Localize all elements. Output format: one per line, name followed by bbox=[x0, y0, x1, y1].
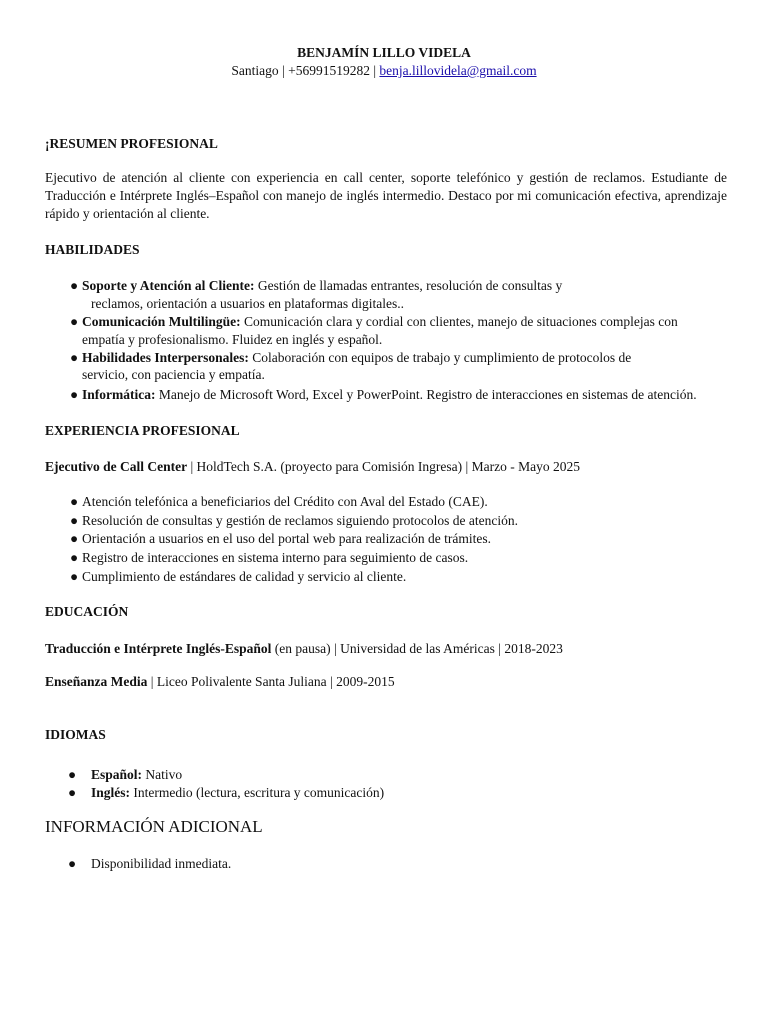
job-bullet bbox=[70, 530, 491, 548]
language-level: Nativo bbox=[142, 767, 183, 782]
skill-text-continued: servicio, con paciencia y empatía. bbox=[82, 367, 265, 382]
skill-text: Comunicación clara y cordial con clientes, manejo de situaciones complejas con bbox=[240, 314, 678, 329]
summary-text: Ejecutivo de atención al cliente con experiencia en call center, soporte telefónico y gestión de reclamos. Estudiante de Traducción e Intérprete Inglés–Español con manejo de inglés intermedio. Destaco por mi comunicación efectiva, aprendizaje rápido y orientación al cliente. bbox=[45, 170, 727, 221]
additional-info-item: Disponibilidad inmediata. bbox=[91, 856, 232, 871]
skill-text-continued: empatía y profesionalismo. Fluidez en inglés y español. bbox=[82, 332, 383, 347]
job-bullet bbox=[70, 493, 488, 511]
skill-text: Manejo de Microsoft Word, Excel y PowerPoint. Registro de interacciones en sistemas de atención. bbox=[155, 387, 697, 402]
job-bullet-text: Cumplimiento de estándares de calidad y servicio al cliente. bbox=[82, 569, 407, 584]
bullet-icon: ● bbox=[70, 387, 79, 402]
bullet-icon: ● bbox=[68, 767, 77, 782]
bullet-icon: ● bbox=[70, 494, 79, 509]
contact-line bbox=[0, 62, 768, 80]
skill-item bbox=[70, 386, 697, 404]
language-label: Español: bbox=[91, 767, 143, 782]
candidate-name: BENJAMÍN LILLO VIDELA bbox=[297, 45, 471, 60]
job-bullet-text: Atención telefónica a beneficiarios del Crédito con Aval del Estado (CAE). bbox=[82, 494, 488, 509]
skill-item bbox=[70, 313, 678, 331]
language-label: Inglés: bbox=[91, 785, 131, 800]
education-entry bbox=[45, 640, 563, 658]
job-bullet-text: Resolución de consultas y gestión de reclamos siguiendo protocolos de atención. bbox=[82, 513, 519, 528]
education-degree: Traducción e Intérprete Inglés-Español bbox=[45, 641, 272, 656]
skills-heading: HABILIDADES bbox=[45, 242, 140, 257]
additional-info-heading: INFORMACIÓN ADICIONAL bbox=[45, 817, 263, 836]
education-entry bbox=[45, 673, 395, 691]
skill-text-continued: reclamos, orientación a usuarios en plataformas digitales.. bbox=[91, 296, 405, 311]
skill-item bbox=[70, 349, 631, 367]
job-details: | HoldTech S.A. (proyecto para Comisión Ingresa) | Marzo - Mayo 2025 bbox=[187, 459, 580, 474]
email-link[interactable]: benja.lillovidela@gmail.com bbox=[379, 63, 537, 78]
education-details: (en pausa) | Universidad de las Américas | 2018-2023 bbox=[271, 641, 563, 656]
summary-heading: ¡RESUMEN PROFESIONAL bbox=[45, 136, 218, 151]
education-degree: Enseñanza Media bbox=[45, 674, 148, 689]
job-entry bbox=[45, 458, 580, 476]
bullet-icon: ● bbox=[70, 550, 79, 565]
bullet-icon: ● bbox=[70, 569, 79, 584]
job-bullet-text: Orientación a usuarios en el uso del portal web para realización de trámites. bbox=[82, 531, 491, 546]
language-item bbox=[91, 784, 384, 802]
skill-label: Informática: bbox=[82, 387, 156, 402]
skill-text: Colaboración con equipos de trabajo y cumplimiento de protocolos de bbox=[248, 350, 632, 365]
bullet-icon: ● bbox=[70, 531, 79, 546]
job-role: Ejecutivo de Call Center bbox=[45, 459, 188, 474]
job-bullet-text: Registro de interacciones en sistema interno para seguimiento de casos. bbox=[82, 550, 469, 565]
bullet-icon: ● bbox=[70, 314, 79, 329]
bullet-icon: ● bbox=[70, 350, 79, 365]
job-bullet bbox=[70, 549, 468, 567]
skill-label: Soporte y Atención al Cliente: bbox=[82, 278, 255, 293]
skill-item bbox=[70, 277, 562, 295]
bullet-icon: ● bbox=[70, 278, 79, 293]
experience-heading: EXPERIENCIA PROFESIONAL bbox=[45, 423, 240, 438]
contact-info: Santiago | +56991519282 | bbox=[231, 63, 380, 78]
language-level: Intermedio (lectura, escritura y comunicación) bbox=[130, 785, 385, 800]
bullet-icon: ● bbox=[68, 785, 77, 800]
job-bullet bbox=[70, 568, 406, 586]
bullet-icon: ● bbox=[68, 856, 77, 871]
education-heading: EDUCACIÓN bbox=[45, 604, 129, 619]
languages-heading: IDIOMAS bbox=[45, 727, 106, 742]
bullet-icon: ● bbox=[70, 513, 79, 528]
language-item bbox=[91, 766, 182, 784]
job-bullet bbox=[70, 512, 518, 530]
skill-text: Gestión de llamadas entrantes, resolución de consultas y bbox=[254, 278, 563, 293]
skill-label: Habilidades Interpersonales: bbox=[82, 350, 249, 365]
skill-label: Comunicación Multilingüe: bbox=[82, 314, 241, 329]
education-details: | Liceo Polivalente Santa Juliana | 2009-2015 bbox=[147, 674, 395, 689]
